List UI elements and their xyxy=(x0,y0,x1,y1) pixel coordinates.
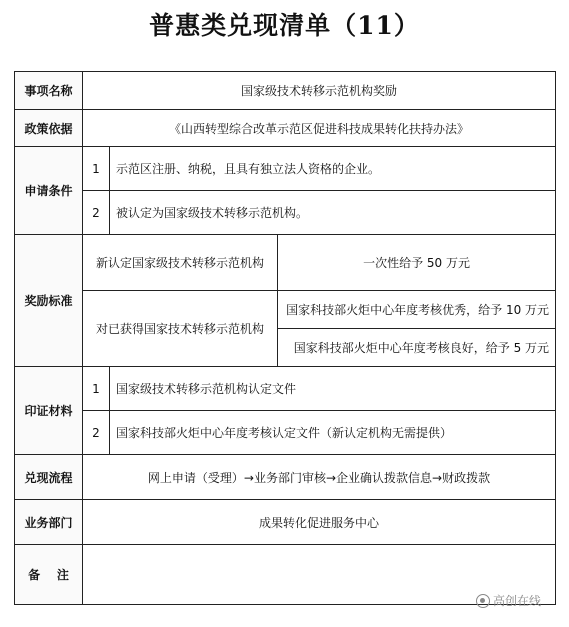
watermark-text: 高创在线 xyxy=(493,594,542,608)
value-process: 网上申请（受理）→业务部门审核→企业确认拨款信息→财政拨款 xyxy=(83,455,556,500)
reward-existing-condition: 对已获得国家技术转移示范机构 xyxy=(83,291,278,367)
row-reward-excellent xyxy=(15,291,556,329)
label-department: 业务部门 xyxy=(15,500,83,545)
watermark xyxy=(476,592,541,609)
value-item-name: 国家级技术转移示范机构奖励 xyxy=(83,72,556,110)
condition-number: 2 xyxy=(83,191,110,235)
row-condition-1 xyxy=(15,147,556,191)
row-reward-new xyxy=(15,235,556,291)
label-process: 兑现流程 xyxy=(15,455,83,500)
condition-text: 被认定为国家级技术转移示范机构。 xyxy=(110,191,556,235)
row-remarks xyxy=(15,545,556,605)
reward-good: 国家科技部火炬中心年度考核良好，给予 5 万元 xyxy=(278,329,556,367)
row-material-1 xyxy=(15,367,556,411)
material-number: 1 xyxy=(83,367,110,411)
condition-text: 示范区注册、纳税，且具有独立法人资格的企业。 xyxy=(110,147,556,191)
value-department: 成果转化促进服务中心 xyxy=(83,500,556,545)
label-item-name: 事项名称 xyxy=(15,72,83,110)
label-materials: 印证材料 xyxy=(15,367,83,455)
material-text: 国家级技术转移示范机构认定文件 xyxy=(110,367,556,411)
material-number: 2 xyxy=(83,411,110,455)
row-material-2 xyxy=(15,411,556,455)
row-process xyxy=(15,455,556,500)
row-policy xyxy=(15,110,556,147)
row-item-name xyxy=(15,72,556,110)
row-condition-2 xyxy=(15,191,556,235)
row-department xyxy=(15,500,556,545)
reward-new-condition: 新认定国家级技术转移示范机构 xyxy=(83,235,278,291)
material-text: 国家科技部火炬中心年度考核认定文件（新认定机构无需提供） xyxy=(110,411,556,455)
wechat-logo-icon xyxy=(476,594,490,608)
reward-new-amount: 一次性给予 50 万元 xyxy=(278,235,556,291)
page-title: 普惠类兑现清单（11） xyxy=(149,11,420,40)
reward-excellent: 国家科技部火炬中心年度考核优秀，给予 10 万元 xyxy=(278,291,556,329)
condition-number: 1 xyxy=(83,147,110,191)
label-remarks: 备 注 xyxy=(15,545,83,605)
label-conditions: 申请条件 xyxy=(15,147,83,235)
policy-table xyxy=(14,71,556,605)
value-policy: 《山西转型综合改革示范区促进科技成果转化扶持办法》 xyxy=(83,110,556,147)
label-policy: 政策依据 xyxy=(15,110,83,147)
label-reward: 奖励标准 xyxy=(15,235,83,367)
